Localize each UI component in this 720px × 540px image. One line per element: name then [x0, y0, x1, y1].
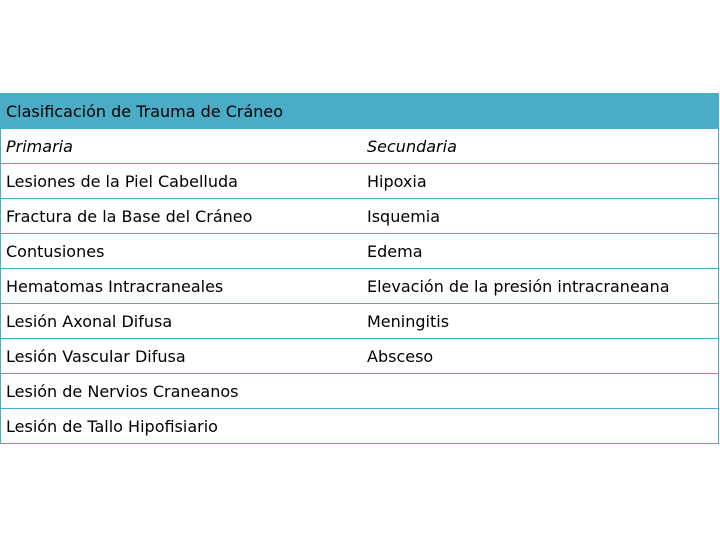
primary-cell: Fractura de la Base del Cráneo	[6, 206, 253, 226]
classification-table	[0, 93, 719, 444]
primary-cell: Lesión Vascular Difusa	[6, 346, 186, 366]
table-row	[0, 164, 719, 199]
secondary-cell: Edema	[367, 241, 423, 261]
primary-cell: Lesión de Tallo Hipofisiario	[6, 416, 218, 436]
secondary-cell: Isquemia	[367, 206, 441, 226]
secondary-cell: Elevación de la presión intracraneana	[367, 276, 670, 296]
header-primary: Primaria	[6, 136, 73, 156]
header-secondary: Secundaria	[367, 136, 457, 156]
table-row	[0, 199, 719, 234]
primary-cell: Contusiones	[6, 241, 105, 261]
table-row	[0, 409, 719, 444]
table-row	[0, 304, 719, 339]
table-row	[0, 234, 719, 269]
secondary-cell: Meningitis	[367, 311, 450, 331]
table-row	[0, 269, 719, 304]
primary-cell: Lesión de Nervios Craneanos	[6, 381, 239, 401]
primary-cell: Lesiones de la Piel Cabelluda	[6, 171, 238, 191]
table-row	[0, 374, 719, 409]
primary-cell: Lesión Axonal Difusa	[6, 311, 173, 331]
secondary-cell: Absceso	[367, 346, 434, 366]
secondary-cell: Hipoxia	[367, 171, 427, 191]
primary-cell: Hematomas Intracraneales	[6, 276, 224, 296]
table-header-row	[0, 129, 719, 164]
table-row	[0, 339, 719, 374]
table-title: Clasificación de Trauma de Cráneo	[0, 93, 719, 129]
